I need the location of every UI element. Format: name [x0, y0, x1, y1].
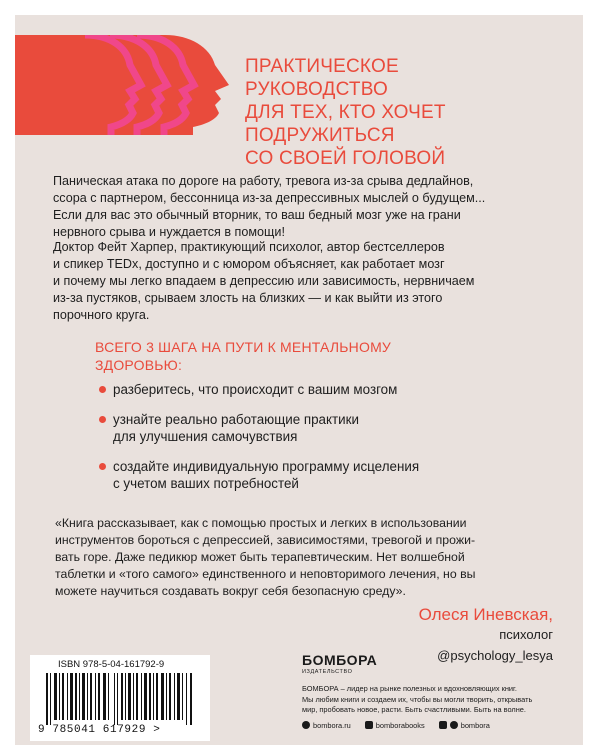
- step-item: [99, 458, 419, 492]
- social-label: bomborabooks: [375, 720, 425, 730]
- bullet-icon: [99, 386, 106, 393]
- bullet-icon: [99, 416, 106, 423]
- steps-title-line: ВСЕГО 3 ШАГА НА ПУТИ К МЕНТАЛЬНОМУ: [95, 339, 392, 355]
- about-line: Доктор Фейт Харпер, практикующий психолог, автор бестселлеров: [53, 240, 445, 254]
- intro-line: нервного срыва и нуждается в помощи!: [53, 225, 285, 239]
- about-line: из-за пустяков, срываем злость на близких — и как выйти из этого: [53, 291, 443, 305]
- headline-line: РУКОВОДСТВО: [245, 79, 388, 100]
- headline-line: ДЛЯ ТЕХ, КТО ХОЧЕТ: [245, 102, 446, 123]
- isbn-number: ISBN 978-5-04-161792-9: [58, 659, 165, 670]
- video-icon: [365, 721, 373, 729]
- social-link-site[interactable]: [302, 721, 351, 730]
- step-item: [99, 381, 397, 398]
- barcode-bars: [44, 673, 196, 725]
- social-link-video[interactable]: [365, 721, 425, 730]
- quote-line: инструментов бороться с депрессией, зависимостями, тревогой и прожи-: [55, 533, 476, 547]
- publisher-line: БОМБОРА – лидер на рынке полезных и вдохновляющих книг.: [302, 684, 517, 693]
- headline-line: ПОДРУЖИТЬСЯ: [245, 125, 395, 146]
- intro-line: ссора с партнером, бессонница из-за депрессивных мыслей о будущем...: [53, 191, 486, 205]
- headline: [245, 55, 565, 170]
- about-line: и спикер TEDx, доступно и с юмором объясняет, как работает мозг: [53, 257, 445, 271]
- step-line: разберитесь, что происходит с вашим мозгом: [113, 382, 398, 397]
- publisher-subtitle: ИЗДАТЕЛЬСТВО: [302, 669, 353, 675]
- steps-title-line: ЗДОРОВЬЮ:: [95, 357, 183, 373]
- about-line: и почему мы легко впадаем в депрессию или зависимость, нервничаем: [53, 274, 475, 288]
- bullet-icon: [99, 463, 106, 470]
- headline-line: СО СВОЕЙ ГОЛОВОЙ: [245, 148, 446, 169]
- social-link-vk-telegram[interactable]: [439, 721, 490, 730]
- step-line: узнайте реально работающие практики: [113, 412, 359, 427]
- step-line: с учетом ваших потребностей: [113, 476, 299, 491]
- isbn-barcode: [30, 655, 210, 741]
- headline-line: ПРАКТИЧЕСКОЕ: [245, 56, 399, 77]
- publisher-line: Мы любим книги и создаем их, чтобы вы могли творить, открывать: [302, 694, 533, 704]
- social-label: bombora.ru: [313, 720, 351, 730]
- quote-line: можете научиться создавать вокруг себя безопасную среду».: [55, 584, 406, 598]
- publisher-logo: БОМБОРА: [302, 652, 378, 668]
- author-handle: @psychology_lesya: [437, 648, 553, 663]
- publisher-description: [302, 684, 577, 716]
- instagram-icon: [302, 721, 310, 729]
- author-name: Олеся Иневская,: [418, 605, 553, 624]
- intro-line: Паническая атака по дороге на работу, тревога из-за срыва дедлайнов,: [53, 174, 474, 188]
- social-label: bombora: [460, 720, 490, 730]
- publisher-socials: [302, 721, 577, 730]
- step-line: создайте индивидуальную программу исцеления: [113, 459, 420, 474]
- barcode-digits: 9 785041 617929 >: [38, 724, 161, 736]
- about-line: порочного круга.: [53, 308, 150, 322]
- intro-line: Если для вас это обычный вторник, то ваш бедный мозг уже на грани: [53, 208, 461, 222]
- telegram-icon: [450, 721, 458, 729]
- step-line: для улучшения самочувствия: [113, 429, 298, 444]
- quote-line: таблетки и «того самого» единственного и неповторимого лечения, но вы: [55, 567, 476, 581]
- author-role: психолог: [499, 627, 553, 642]
- back-cover: [15, 15, 583, 745]
- publisher-block: [302, 653, 577, 730]
- step-item: [99, 411, 359, 445]
- quote-line: вать горе. Даже педикюр может быть терапевтическим. Нет волшебной: [55, 550, 465, 564]
- steps-title: [95, 338, 391, 374]
- vk-icon: [439, 721, 447, 729]
- intro-paragraph: [53, 173, 573, 241]
- review-quote: [55, 515, 575, 600]
- head-silhouettes-illustration: [15, 35, 245, 135]
- about-paragraph: [53, 239, 573, 324]
- quote-line: «Книга рассказывает, как с помощью простых и легких в использовании: [55, 516, 467, 530]
- publisher-line: мир, пробовать новое, расти. Быть счастливыми. Быть на волне.: [302, 705, 526, 714]
